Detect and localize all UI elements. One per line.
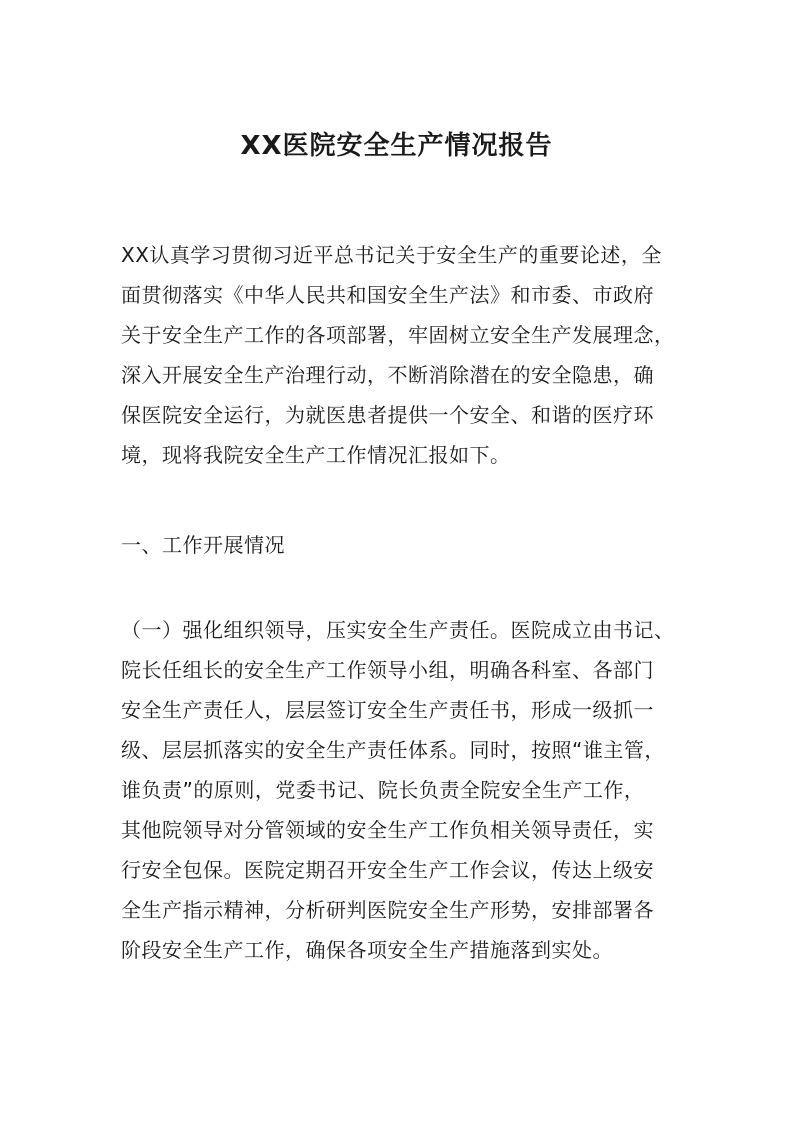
paragraph-line: 境，现将我院安全生产工作情况汇报如下。 <box>121 443 511 467</box>
paragraph-line: 面贯彻落实《中华人民共和国安全生产法》和市委、市政府 <box>121 283 654 307</box>
paragraph-line: （一）强化组织领导，压实安全生产责任。医院成立由书记、 <box>121 618 675 642</box>
intro-paragraph <box>121 235 687 475</box>
paragraph-line: 全生产指示精神，分析研判医院安全生产形势，安排部署各 <box>121 898 654 922</box>
paragraph-line: 安全生产责任人，层层签订安全生产责任书，形成一级抓一 <box>121 698 654 722</box>
paragraph-line: 关于安全生产工作的各项部署，牢固树立安全生产发展理念， <box>121 323 675 347</box>
paragraph-line: 院长任组长的安全生产工作领导小组，明确各科室、各部门 <box>121 658 654 682</box>
paragraph-line: 其他院领导对分管领域的安全生产工作负相关领导责任，实 <box>121 818 654 842</box>
paragraph-line: 保医院安全运行，为就医患者提供一个安全、和谐的医疗环 <box>121 403 654 427</box>
paragraph-line: 谁负责”的原则，党委书记、院长负责全院安全生产工作， <box>121 778 645 802</box>
section-1-paragraph <box>121 610 687 970</box>
document-title: XX医院安全生产情况报告 <box>240 131 553 161</box>
paragraph-line: 级、层层抓落实的安全生产责任体系。同时，按照“谁主管， <box>121 738 665 762</box>
section-heading-text: 一、工作开展情况 <box>121 533 285 557</box>
paragraph-line: 行安全包保。医院定期召开安全生产工作会议，传达上级安 <box>121 858 654 882</box>
paragraph-line: 深入开展安全生产治理行动，不断消除潜在的安全隐患，确 <box>121 363 654 387</box>
paragraph-line: XX认真学习贯彻习近平总书记关于安全生产的重要论述，全 <box>121 243 662 267</box>
section-heading <box>121 525 687 565</box>
paragraph-line: 阶段安全生产工作，确保各项安全生产措施落到实处。 <box>121 938 613 962</box>
